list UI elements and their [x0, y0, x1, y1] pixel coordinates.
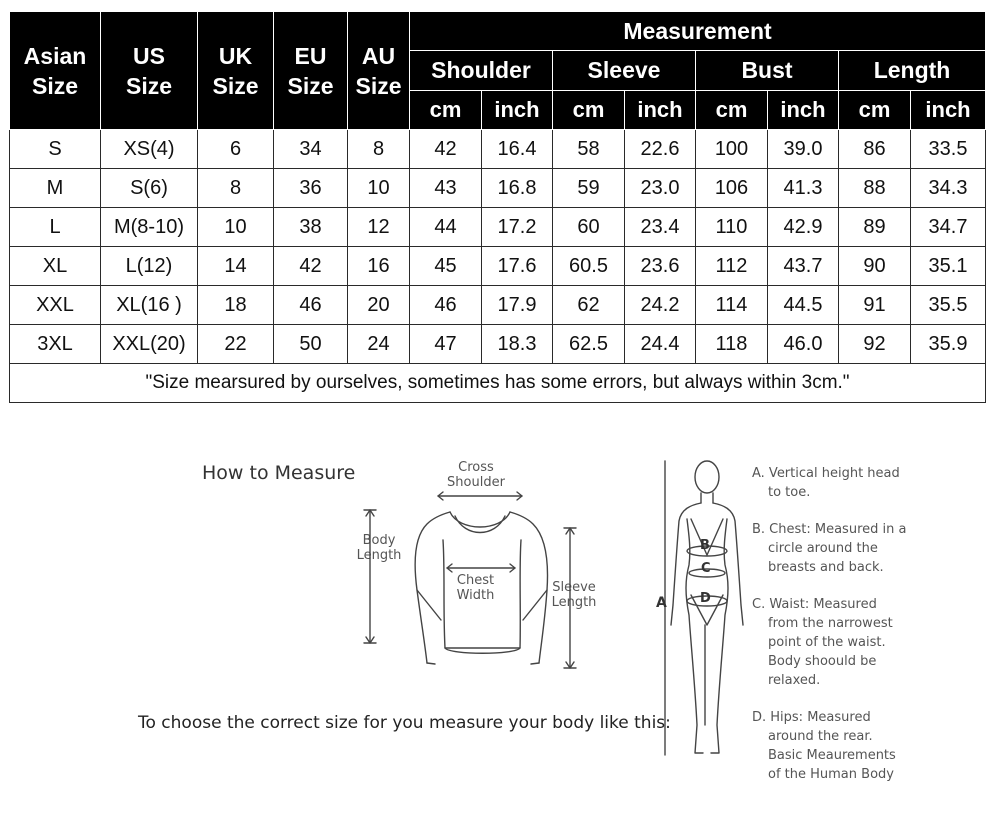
unit-header-5: inch — [768, 91, 839, 130]
table-cell: 60.5 — [553, 247, 625, 286]
table-cell: 62 — [553, 286, 625, 325]
note-heading: C. Waist: Measured — [752, 597, 877, 612]
table-cell: 3XL — [10, 325, 101, 364]
unit-header-4: cm — [696, 91, 768, 130]
header-au-size: AU Size — [348, 12, 410, 130]
header-shoulder: Shoulder — [410, 51, 553, 91]
table-cell: S — [10, 130, 101, 169]
table-cell: 16.4 — [482, 130, 553, 169]
table-cell: 38 — [274, 208, 348, 247]
note-line: point of the waist. — [768, 635, 886, 650]
table-cell: 36 — [274, 169, 348, 208]
note-line: Basic Meaurements — [768, 748, 896, 763]
table-cell: 39.0 — [768, 130, 839, 169]
table-cell: 90 — [839, 247, 911, 286]
table-cell: XXL — [10, 286, 101, 325]
note-heading: D. Hips: Measured — [752, 710, 871, 725]
table-cell: 42 — [274, 247, 348, 286]
table-cell: XXL(20) — [101, 325, 198, 364]
table-note-row — [10, 364, 986, 403]
sweater-diagram — [355, 480, 595, 680]
table-cell: 42.9 — [768, 208, 839, 247]
table-cell: S(6) — [101, 169, 198, 208]
table-cell: 20 — [348, 286, 410, 325]
table-cell: 10 — [348, 169, 410, 208]
note-heading: B. Chest: Measured in a — [752, 522, 907, 537]
table-cell: 86 — [839, 130, 911, 169]
table-cell: 118 — [696, 325, 768, 364]
table-cell: 44.5 — [768, 286, 839, 325]
marker-d: D — [700, 591, 711, 606]
note-heading: A. Vertical height head — [752, 466, 900, 481]
table-cell: 42 — [410, 130, 482, 169]
table-cell: 43 — [410, 169, 482, 208]
table-cell: XL — [10, 247, 101, 286]
table-cell: 59 — [553, 169, 625, 208]
table-cell: 16 — [348, 247, 410, 286]
unit-header-3: inch — [625, 91, 696, 130]
table-header — [10, 12, 986, 130]
header-asian-size: Asian Size — [10, 12, 101, 130]
table-cell: 23.4 — [625, 208, 696, 247]
table-cell: 35.5 — [911, 286, 986, 325]
header-sleeve: Sleeve — [553, 51, 696, 91]
table-cell: 46 — [274, 286, 348, 325]
table-row — [10, 286, 986, 325]
note-line: Body shoould be — [768, 654, 877, 669]
marker-a: A — [656, 595, 667, 611]
table-cell: 91 — [839, 286, 911, 325]
table-cell: 12 — [348, 208, 410, 247]
table-cell: 34.7 — [911, 208, 986, 247]
table-cell: 45 — [410, 247, 482, 286]
table-cell: L — [10, 208, 101, 247]
table-cell: 34.3 — [911, 169, 986, 208]
table-cell: XS(4) — [101, 130, 198, 169]
table-cell: 110 — [696, 208, 768, 247]
note-line: around the rear. — [768, 729, 873, 744]
table-row — [10, 169, 986, 208]
marker-c: C — [701, 561, 711, 576]
table-cell: 35.9 — [911, 325, 986, 364]
table-cell: 24.2 — [625, 286, 696, 325]
table-cell: L(12) — [101, 247, 198, 286]
table-cell: 10 — [198, 208, 274, 247]
note-line: of the Human Body — [768, 767, 894, 782]
body-length-label: Body Length — [356, 533, 402, 563]
table-cell: 41.3 — [768, 169, 839, 208]
table-cell: 43.7 — [768, 247, 839, 286]
table-cell: 8 — [198, 169, 274, 208]
unit-header-6: cm — [839, 91, 911, 130]
table-body — [10, 130, 986, 403]
table-cell: M(8-10) — [101, 208, 198, 247]
header-us-size: US Size — [101, 12, 198, 130]
table-row — [10, 325, 986, 364]
size-chart-table — [9, 11, 986, 403]
table-cell: 62.5 — [553, 325, 625, 364]
table-cell: 23.0 — [625, 169, 696, 208]
cross-shoulder-label: Cross Shoulder — [447, 460, 505, 490]
table-cell: 35.1 — [911, 247, 986, 286]
body-figure-diagram — [655, 455, 755, 775]
sleeve-length-label: Sleeve Length — [551, 580, 597, 610]
table-cell: 24 — [348, 325, 410, 364]
marker-b: B — [700, 538, 710, 553]
table-cell: 106 — [696, 169, 768, 208]
table-cell: 24.4 — [625, 325, 696, 364]
header-uk-size: UK Size — [198, 12, 274, 130]
table-cell: 34 — [274, 130, 348, 169]
table-cell: 89 — [839, 208, 911, 247]
table-cell: 60 — [553, 208, 625, 247]
unit-header-2: cm — [553, 91, 625, 130]
table-cell: 44 — [410, 208, 482, 247]
unit-header-7: inch — [911, 91, 986, 130]
size-disclaimer-note: "Size mearsured by ourselves, sometimes has some errors, but always within 3cm." — [10, 364, 986, 403]
header-measurement: Measurement — [410, 12, 986, 51]
table-cell: 112 — [696, 247, 768, 286]
table-cell: 14 — [198, 247, 274, 286]
table-cell: 8 — [348, 130, 410, 169]
table-cell: 23.6 — [625, 247, 696, 286]
table-cell: 46 — [410, 286, 482, 325]
header-bust: Bust — [696, 51, 839, 91]
table-cell: 100 — [696, 130, 768, 169]
measurement-notes — [752, 464, 942, 802]
chest-width-label: Chest Width — [456, 573, 495, 603]
unit-header-0: cm — [410, 91, 482, 130]
table-cell: 92 — [839, 325, 911, 364]
header-eu-size: EU Size — [274, 12, 348, 130]
note-line: breasts and back. — [768, 560, 884, 575]
table-cell: 46.0 — [768, 325, 839, 364]
unit-header-1: inch — [482, 91, 553, 130]
table-cell: 17.9 — [482, 286, 553, 325]
table-row — [10, 208, 986, 247]
note-line: relaxed. — [768, 673, 821, 688]
header-length: Length — [839, 51, 986, 91]
measurement-note-item — [752, 520, 942, 577]
table-cell: 16.8 — [482, 169, 553, 208]
table-cell: 47 — [410, 325, 482, 364]
measurement-note-item — [752, 595, 942, 690]
note-line: to toe. — [768, 485, 811, 500]
measurement-note-item — [752, 464, 942, 502]
table-cell: 22 — [198, 325, 274, 364]
table-cell: 22.6 — [625, 130, 696, 169]
table-cell: M — [10, 169, 101, 208]
note-line: from the narrowest — [768, 616, 893, 631]
table-cell: 6 — [198, 130, 274, 169]
table-cell: XL(16 ) — [101, 286, 198, 325]
table-cell: 17.6 — [482, 247, 553, 286]
table-cell: 18.3 — [482, 325, 553, 364]
table-row — [10, 247, 986, 286]
table-row — [10, 130, 986, 169]
table-cell: 33.5 — [911, 130, 986, 169]
table-cell: 58 — [553, 130, 625, 169]
table-cell: 50 — [274, 325, 348, 364]
table-cell: 88 — [839, 169, 911, 208]
table-cell: 17.2 — [482, 208, 553, 247]
how-to-measure-title: How to Measure — [202, 462, 356, 484]
table-cell: 18 — [198, 286, 274, 325]
note-line: circle around the — [768, 541, 878, 556]
table-cell: 114 — [696, 286, 768, 325]
choose-size-instruction: To choose the correct size for you measure your body like this: — [138, 713, 671, 733]
measurement-note-item — [752, 708, 942, 784]
